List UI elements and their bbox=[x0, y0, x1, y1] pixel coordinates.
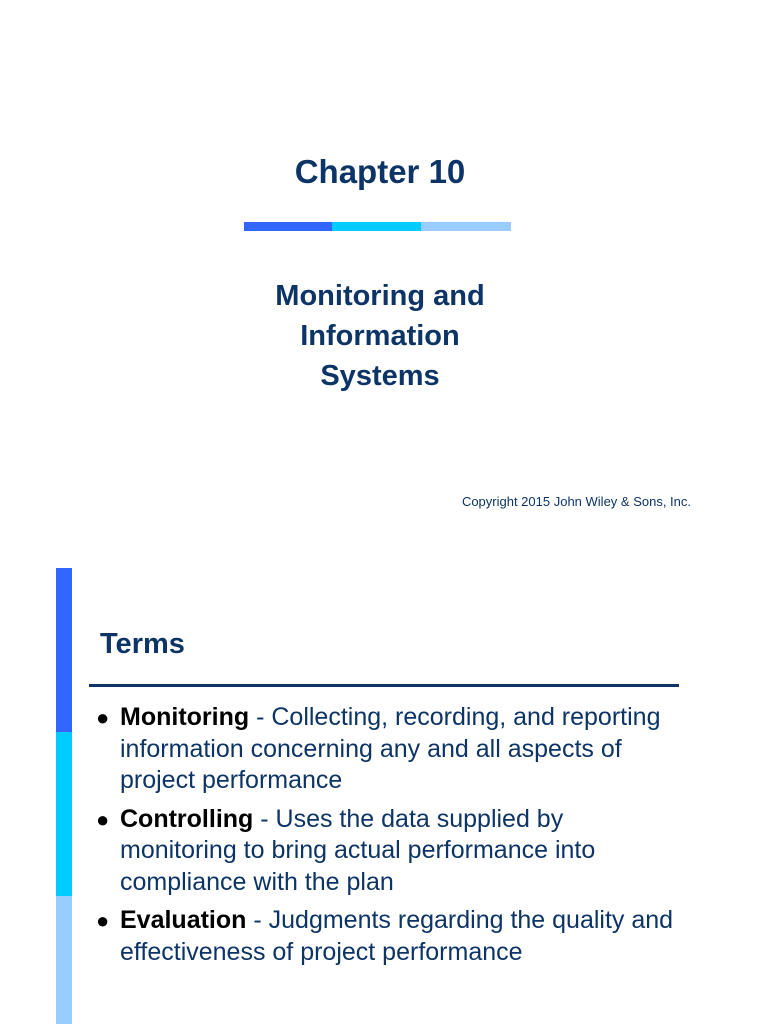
divider-segment-3 bbox=[421, 222, 511, 231]
terms-list bbox=[96, 702, 676, 975]
chapter-title: Chapter 10 bbox=[294, 153, 466, 190]
title-divider bbox=[244, 222, 511, 231]
terms-heading: Terms bbox=[100, 628, 185, 660]
divider-segment-2 bbox=[332, 222, 421, 231]
subtitle-line-3: Systems bbox=[320, 360, 440, 392]
term-name: Evaluation bbox=[120, 906, 247, 934]
term-separator: - bbox=[246, 906, 269, 934]
term-definition: Judgments regarding the quality and effectiveness of project performance bbox=[120, 906, 674, 966]
term-separator: - bbox=[253, 804, 276, 833]
bullet-icon: ● bbox=[96, 705, 110, 730]
bullet-icon: ● bbox=[96, 908, 110, 933]
chapter-subtitle bbox=[0, 276, 760, 396]
heading-rule bbox=[89, 684, 679, 687]
stripe-segment-2 bbox=[56, 732, 72, 896]
bullet-icon: ● bbox=[96, 806, 110, 832]
term-definition: Uses the data supplied by monitoring to bring actual performance into compliance with the plan bbox=[120, 804, 596, 896]
term-text bbox=[120, 702, 676, 797]
term-definition: Collecting, recording, and reporting information concerning any and all aspects of project performance bbox=[120, 703, 661, 794]
copyright-notice: Copyright 2015 John Wiley & Sons, Inc. bbox=[461, 494, 691, 509]
term-name: Controlling bbox=[120, 804, 254, 833]
divider-segment-1 bbox=[244, 222, 332, 231]
term-separator: - bbox=[249, 703, 272, 731]
subtitle-line-1: Monitoring and bbox=[275, 280, 485, 312]
side-accent-stripe bbox=[56, 568, 72, 1024]
term-item-evaluation bbox=[96, 905, 676, 968]
terms-slide bbox=[0, 568, 768, 1024]
subtitle-line-2: Information bbox=[300, 320, 460, 352]
term-name: Monitoring bbox=[120, 703, 250, 731]
term-item-controlling bbox=[96, 804, 676, 899]
term-text bbox=[120, 905, 676, 968]
stripe-segment-1 bbox=[56, 568, 72, 732]
term-item-monitoring bbox=[96, 702, 676, 797]
term-text bbox=[120, 804, 676, 899]
stripe-segment-3 bbox=[56, 896, 72, 1024]
